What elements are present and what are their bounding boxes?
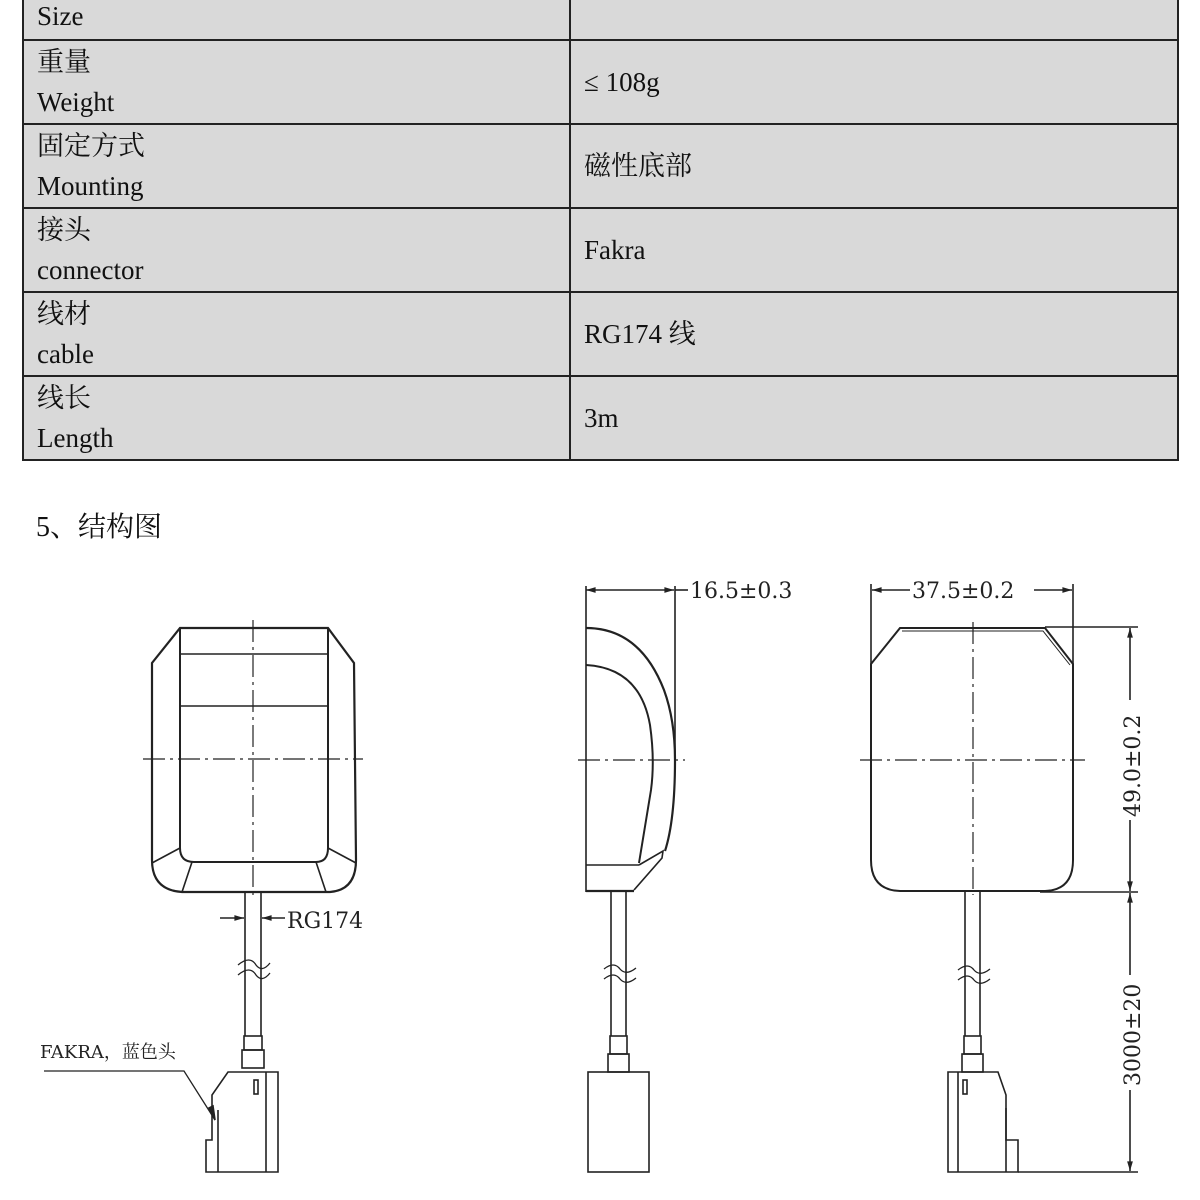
value-text: Fakra	[584, 235, 646, 265]
back-view	[860, 584, 1138, 1172]
height-dim: 49.0±0.2	[1121, 714, 1146, 817]
label-zh: 线材	[37, 299, 91, 329]
section-title: 5、结构图	[36, 512, 163, 543]
front-view	[44, 620, 363, 1172]
label-zh: 固定方式	[37, 131, 145, 161]
value-text: 3m	[584, 403, 619, 433]
width-dim: 37.5±0.2	[912, 579, 1015, 604]
label-zh: 线长	[37, 383, 91, 413]
label-en: Weight	[37, 87, 115, 117]
label-en: Size	[37, 1, 84, 31]
label-zh: 重量	[37, 47, 91, 77]
value-text: ≤ 108g	[584, 67, 660, 97]
value-text: RG174 线	[584, 319, 696, 349]
thickness-dim: 16.5±0.3	[690, 579, 793, 604]
cable-length-dim: 3000±20	[1121, 983, 1146, 1086]
label-en: Mounting	[37, 171, 144, 201]
connector-note: FAKRA，蓝色头	[40, 1042, 176, 1063]
side-view	[578, 586, 688, 1172]
label-en: cable	[37, 339, 94, 369]
label-zh: 接头	[37, 215, 91, 245]
value-text: 磁性底部	[584, 151, 692, 181]
label-en: Length	[37, 423, 114, 453]
cable-type-label: RG174	[287, 909, 364, 934]
label-en: connector	[37, 255, 144, 285]
